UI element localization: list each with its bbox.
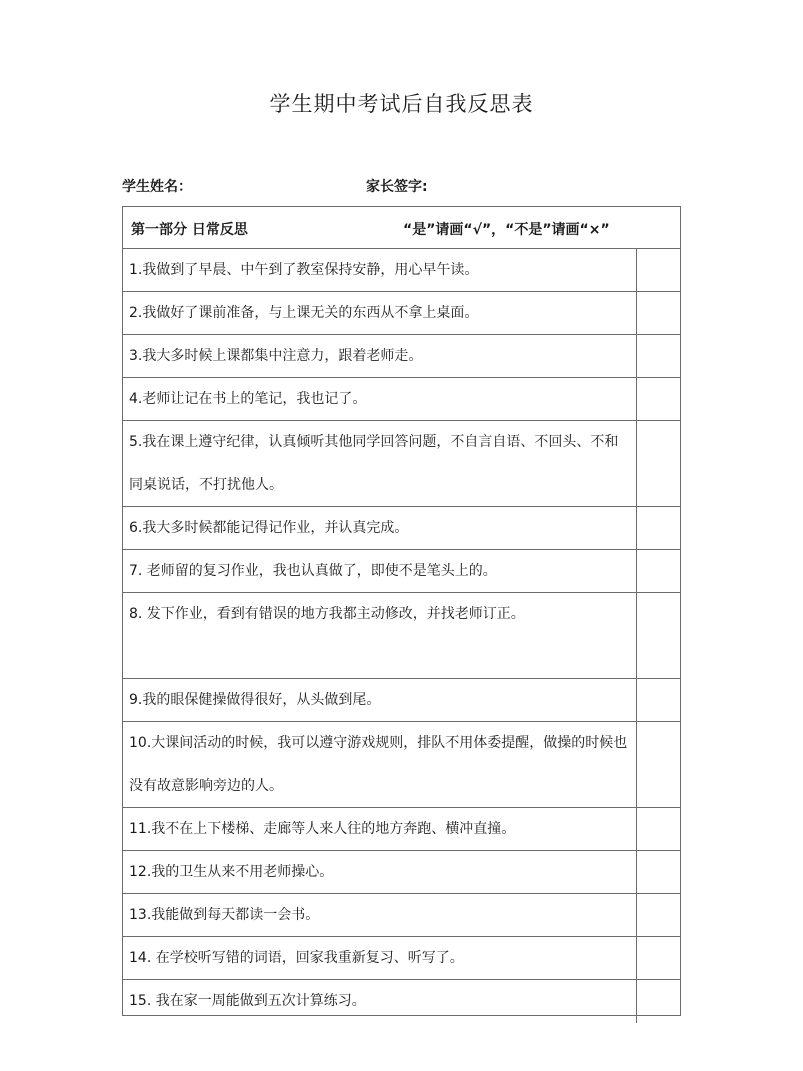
item-text: 4.老师让记在书上的笔记，我也记了。 — [123, 378, 637, 420]
page-title: 学生期中考试后自我反思表 — [269, 92, 534, 116]
table-row — [123, 507, 680, 550]
item-text: 9.我的眼保健操做得很好，从头做到尾。 — [123, 679, 637, 721]
table-row — [123, 292, 680, 335]
check-cell[interactable] — [637, 808, 680, 850]
check-cell[interactable] — [637, 722, 680, 807]
check-cell[interactable] — [637, 421, 680, 506]
table-header — [123, 207, 680, 249]
table-row — [123, 335, 680, 378]
table-row — [123, 851, 680, 894]
info-row — [122, 176, 682, 198]
table-row — [123, 593, 680, 679]
item-text: 10.大课间活动的时候，我可以遵守游戏规则，排队不用体委提醒，做操的时候也没有故意影响旁边的人。 — [123, 722, 637, 807]
table-row — [123, 808, 680, 851]
student-name-label: 学生姓名： — [122, 179, 192, 195]
item-text: 3.我大多时候上课都集中注意力，跟着老师走。 — [123, 335, 637, 377]
check-cell[interactable] — [637, 593, 680, 678]
table-row — [123, 980, 680, 1023]
parent-signature-label: 家长签字: — [366, 179, 428, 195]
item-text: 8. 发下作业，看到有错误的地方我都主动修改，并找老师订正。 — [123, 593, 637, 678]
part-title: 第一部分 日常反思 — [131, 222, 248, 238]
check-cell[interactable] — [637, 378, 680, 420]
table-row — [123, 722, 680, 808]
table-row — [123, 550, 680, 593]
check-cell[interactable] — [637, 851, 680, 893]
instruction-text: “是”请画“√”，“不是”请画“×” — [403, 222, 610, 238]
item-text: 14. 在学校听写错的词语，回家我重新复习、听写了。 — [123, 937, 637, 979]
item-text: 5.我在课上遵守纪律，认真倾听其他同学回答问题，不自言自语、不回头、不和同桌说话，不打扰他人。 — [123, 421, 637, 506]
reflection-table — [122, 206, 681, 1016]
check-cell[interactable] — [637, 679, 680, 721]
item-text: 7. 老师留的复习作业，我也认真做了，即使不是笔头上的。 — [123, 550, 637, 592]
table-row — [123, 421, 680, 507]
check-cell[interactable] — [637, 937, 680, 979]
table-row — [123, 249, 680, 292]
check-cell[interactable] — [637, 894, 680, 936]
table-row — [123, 378, 680, 421]
item-text: 15. 我在家一周能做到五次计算练习。 — [123, 980, 637, 1023]
item-text: 13.我能做到每天都读一会书。 — [123, 894, 637, 936]
table-row — [123, 937, 680, 980]
table-row — [123, 894, 680, 937]
check-cell[interactable] — [637, 980, 680, 1023]
item-text: 1.我做到了早晨、中午到了教室保持安静，用心早午读。 — [123, 249, 637, 291]
check-cell[interactable] — [637, 550, 680, 592]
check-cell[interactable] — [637, 335, 680, 377]
check-cell[interactable] — [637, 249, 680, 291]
item-text: 6.我大多时候都能记得记作业，并认真完成。 — [123, 507, 637, 549]
item-text: 2.我做好了课前准备，与上课无关的东西从不拿上桌面。 — [123, 292, 637, 334]
item-text: 12.我的卫生从来不用老师操心。 — [123, 851, 637, 893]
item-text: 11.我不在上下楼梯、走廊等人来人往的地方奔跑、横冲直撞。 — [123, 808, 637, 850]
check-cell[interactable] — [637, 292, 680, 334]
check-cell[interactable] — [637, 507, 680, 549]
table-row — [123, 679, 680, 722]
